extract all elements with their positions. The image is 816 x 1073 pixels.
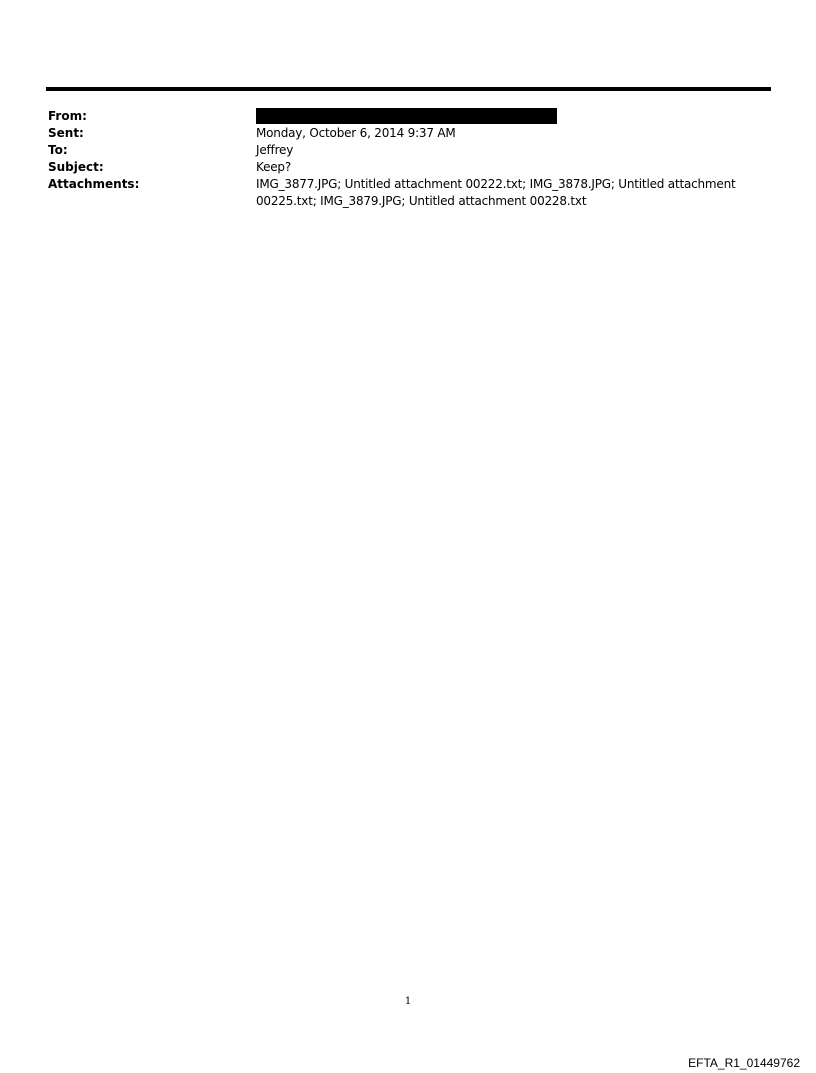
attachments-label: Attachments:: [48, 177, 140, 191]
subject-value: Keep?: [256, 160, 292, 174]
attachments-row: [48, 176, 768, 210]
redaction-block: [256, 108, 557, 124]
from-row: [48, 108, 768, 125]
subject-label: Subject:: [48, 160, 104, 174]
attachments-value: IMG_3877.JPG; Untitled attachment 00222.txt; IMG_3878.JPG; Untitled attachment 00225.txt; IMG_3879.JPG; Untitled attachment 00228.txt: [256, 177, 736, 208]
from-label: From:: [48, 109, 87, 123]
to-value: Jeffrey: [256, 143, 294, 157]
page-number: 1: [404, 996, 412, 1007]
sent-row: [48, 125, 768, 142]
to-row: [48, 142, 768, 159]
to-label: To:: [48, 143, 68, 157]
sent-value: Monday, October 6, 2014 9:37 AM: [256, 126, 456, 140]
email-header: [48, 108, 768, 210]
header-rule: [46, 87, 771, 91]
subject-row: [48, 159, 768, 176]
sent-label: Sent:: [48, 126, 84, 140]
from-value: [256, 108, 768, 125]
bates-number: EFTA_R1_01449762: [688, 1056, 800, 1070]
